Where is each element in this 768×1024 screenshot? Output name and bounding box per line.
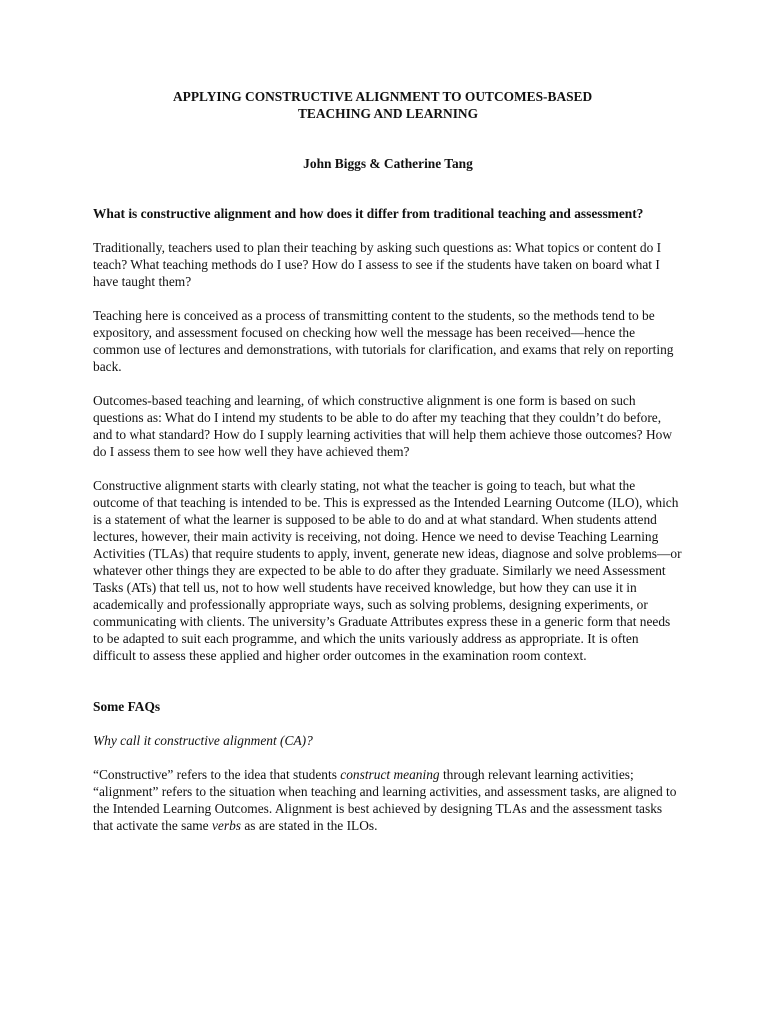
paragraph-1: Traditionally, teachers used to plan their teaching by asking such questions as: What topics or content do I teach? What teaching methods do I use? How do I assess to see if the students have taken on board what I have taught them? (93, 240, 662, 289)
faq-heading: Some FAQs (93, 699, 161, 714)
document-title (93, 88, 683, 122)
paragraph-5 (93, 766, 683, 834)
paragraph-5-part-b: through relevant learning activities; “alignment” refers to the situation when teaching and learning activities, and assessment tasks, are aligned to the Intended Learning Outcomes. Alignment is best achieved by designing TLAs and the assessment tasks that activate the same (93, 767, 677, 833)
title-line-2: TEACHING AND LEARNING (297, 106, 479, 121)
paragraph-5-emphasis-2: verbs (211, 818, 241, 833)
paragraph-5-part-a: “Constructive” refers to the idea that students (93, 767, 341, 782)
authors: John Biggs & Catherine Tang (303, 156, 473, 171)
faq-question-1: Why call it constructive alignment (CA)? (93, 733, 313, 748)
paragraph-5-emphasis-1: construct meaning (340, 767, 440, 782)
paragraph-5-part-c: as are stated in the ILOs. (241, 818, 378, 833)
paragraph-2: Teaching here is conceived as a process of transmitting content to the students, so the methods tend to be expository, and assessment focused on checking how well the message has been received—hence the common use of lectures and demonstrations, with tutorials for clarification, and exams that rely on reporting back. (93, 308, 674, 374)
title-line-1: APPLYING CONSTRUCTIVE ALIGNMENT TO OUTCOMES-BASED (173, 89, 593, 104)
paragraph-3: Outcomes-based teaching and learning, of which constructive alignment is one form is based on such questions as: What do I intend my students to be able to do after my teaching that they couldn’t do before, and to what standard? How do I supply learning activities that will help them achieve those outcomes? How do I assess them to see how well they have achieved them? (93, 393, 672, 459)
section-heading: What is constructive alignment and how does it differ from traditional teaching and assessment? (93, 206, 644, 221)
document-body (93, 205, 683, 851)
paragraph-4: Constructive alignment starts with clearly stating, not what the teacher is going to teach, but what the outcome of that teaching is intended to be. This is expressed as the Intended Learning Outcome (ILO), which is a statement of what the learner is supposed to be able to do and at what standard. When students attend lectures, however, their main activity is receiving, not doing. Hence we need to devise Teaching Learning Activities (TLAs) that require students to apply, invent, generate new ideas, diagnose and solve problems—or whatever other things they are expected to be able to do after they graduate. Similarly we need Assessment Tasks (ATs) that tell us, not to how well students have received knowledge, but how they can use it in academically and professionally appropriate ways, such as solving problems, designing experiments, or communicating with clients. The university’s Graduate Attributes express these in a generic form that needs to be adapted to suit each programme, and which the units variously address as appropriate. It is often difficult to assess these applied and higher order outcomes in the examination room context. (93, 478, 682, 663)
